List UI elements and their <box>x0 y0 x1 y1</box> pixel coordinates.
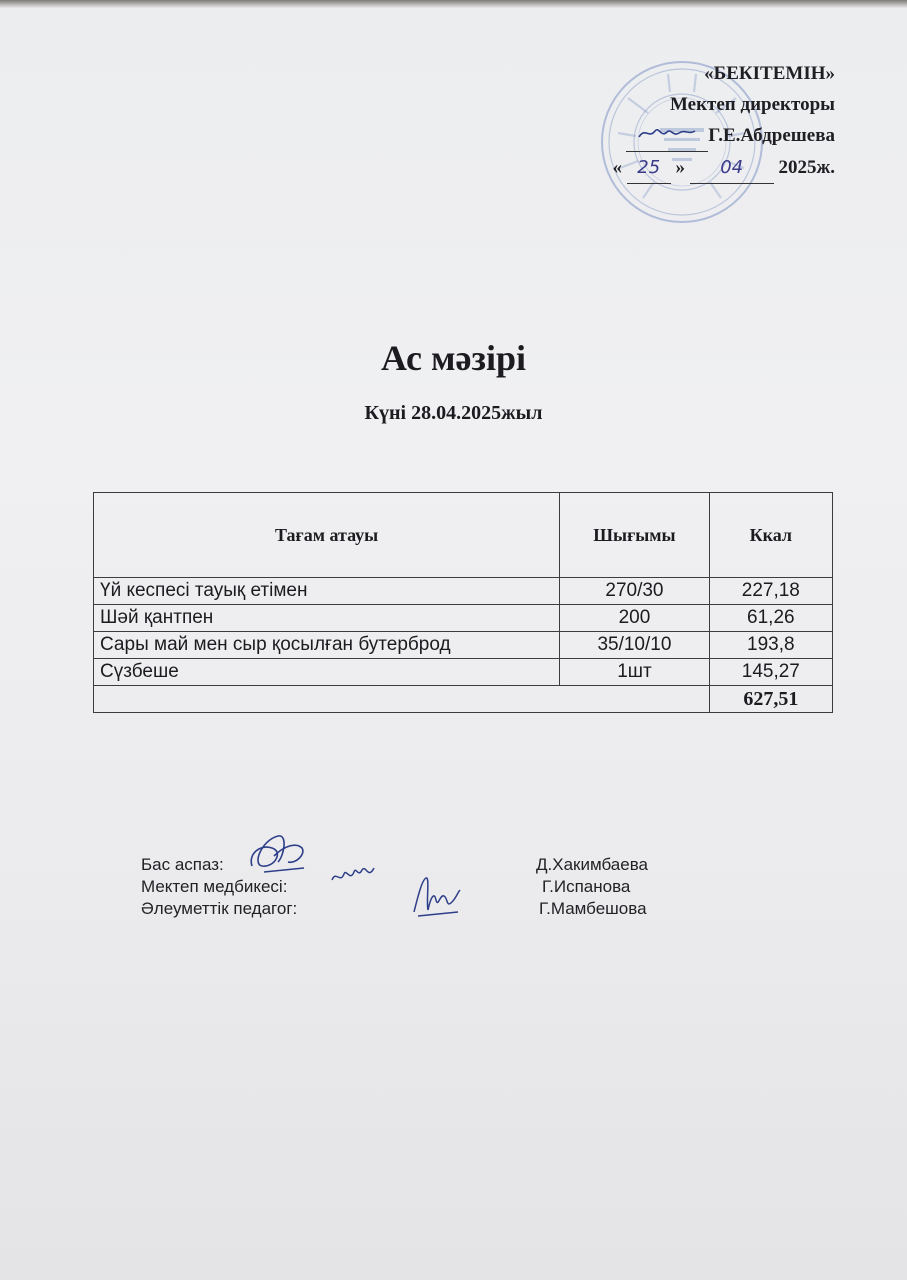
director-name: Г.Е.Абдрешева <box>708 125 835 146</box>
director-line <box>612 120 835 152</box>
date-open-quote: « <box>612 157 622 178</box>
table-row <box>94 605 833 632</box>
total-row <box>94 686 833 713</box>
name-school-nurse: Г.Испанова <box>542 877 631 896</box>
page-edge-shadow <box>0 0 907 8</box>
role-school-nurse: Мектеп медбикесі: <box>141 877 288 896</box>
dish-name: Үй кеспесі тауық етімен <box>94 578 560 605</box>
date-day: 25 <box>627 152 671 184</box>
role-head-cook: Бас аспаз: <box>141 855 224 874</box>
dish-yield: 35/10/10 <box>560 632 709 659</box>
dish-name: Сүзбеше <box>94 659 560 686</box>
table-row <box>94 578 833 605</box>
date-month: 04 <box>690 152 774 184</box>
header-yield: Шығымы <box>560 493 709 578</box>
dish-name: Сары май мен сыр қосылған бутерброд <box>94 632 560 659</box>
dish-kcal: 193,8 <box>709 632 832 659</box>
director-signature <box>637 123 697 141</box>
approval-date <box>612 152 835 184</box>
document-title: Ас мәзірі <box>380 338 527 378</box>
dish-kcal: 61,26 <box>709 605 832 632</box>
table-row <box>94 659 833 686</box>
dish-kcal: 227,18 <box>709 578 832 605</box>
approval-heading: «БЕКІТЕМІН» <box>704 63 835 84</box>
dish-yield: 1шт <box>560 659 709 686</box>
role-social-pedagogue: Әлеуметтік педагог: <box>141 899 298 918</box>
social-pedagogue-signature <box>408 872 464 920</box>
date-year: 2025ж. <box>778 157 835 178</box>
director-signature-line <box>626 120 708 152</box>
name-social-pedagogue: Г.Мамбешова <box>539 899 647 918</box>
total-kcal: 627,51 <box>709 686 832 713</box>
name-head-cook: Д.Хакимбаева <box>536 855 649 874</box>
dish-kcal: 145,27 <box>709 659 832 686</box>
total-label-cell <box>94 686 710 713</box>
approval-block <box>612 58 835 184</box>
document-date: Күні 28.04.2025жыл <box>364 402 543 424</box>
approval-position: Мектеп директоры <box>669 94 835 115</box>
table-row <box>94 632 833 659</box>
header-kcal: Ккал <box>709 493 832 578</box>
head-cook-signature <box>244 826 310 878</box>
dish-yield: 200 <box>560 605 709 632</box>
menu-table <box>93 492 833 713</box>
date-close-quote: » <box>675 157 685 178</box>
header-dish-name: Тағам атауы <box>94 493 560 578</box>
table-header-row <box>94 493 833 578</box>
dish-yield: 270/30 <box>560 578 709 605</box>
school-nurse-signature <box>328 858 380 890</box>
dish-name: Шәй қантпен <box>94 605 560 632</box>
